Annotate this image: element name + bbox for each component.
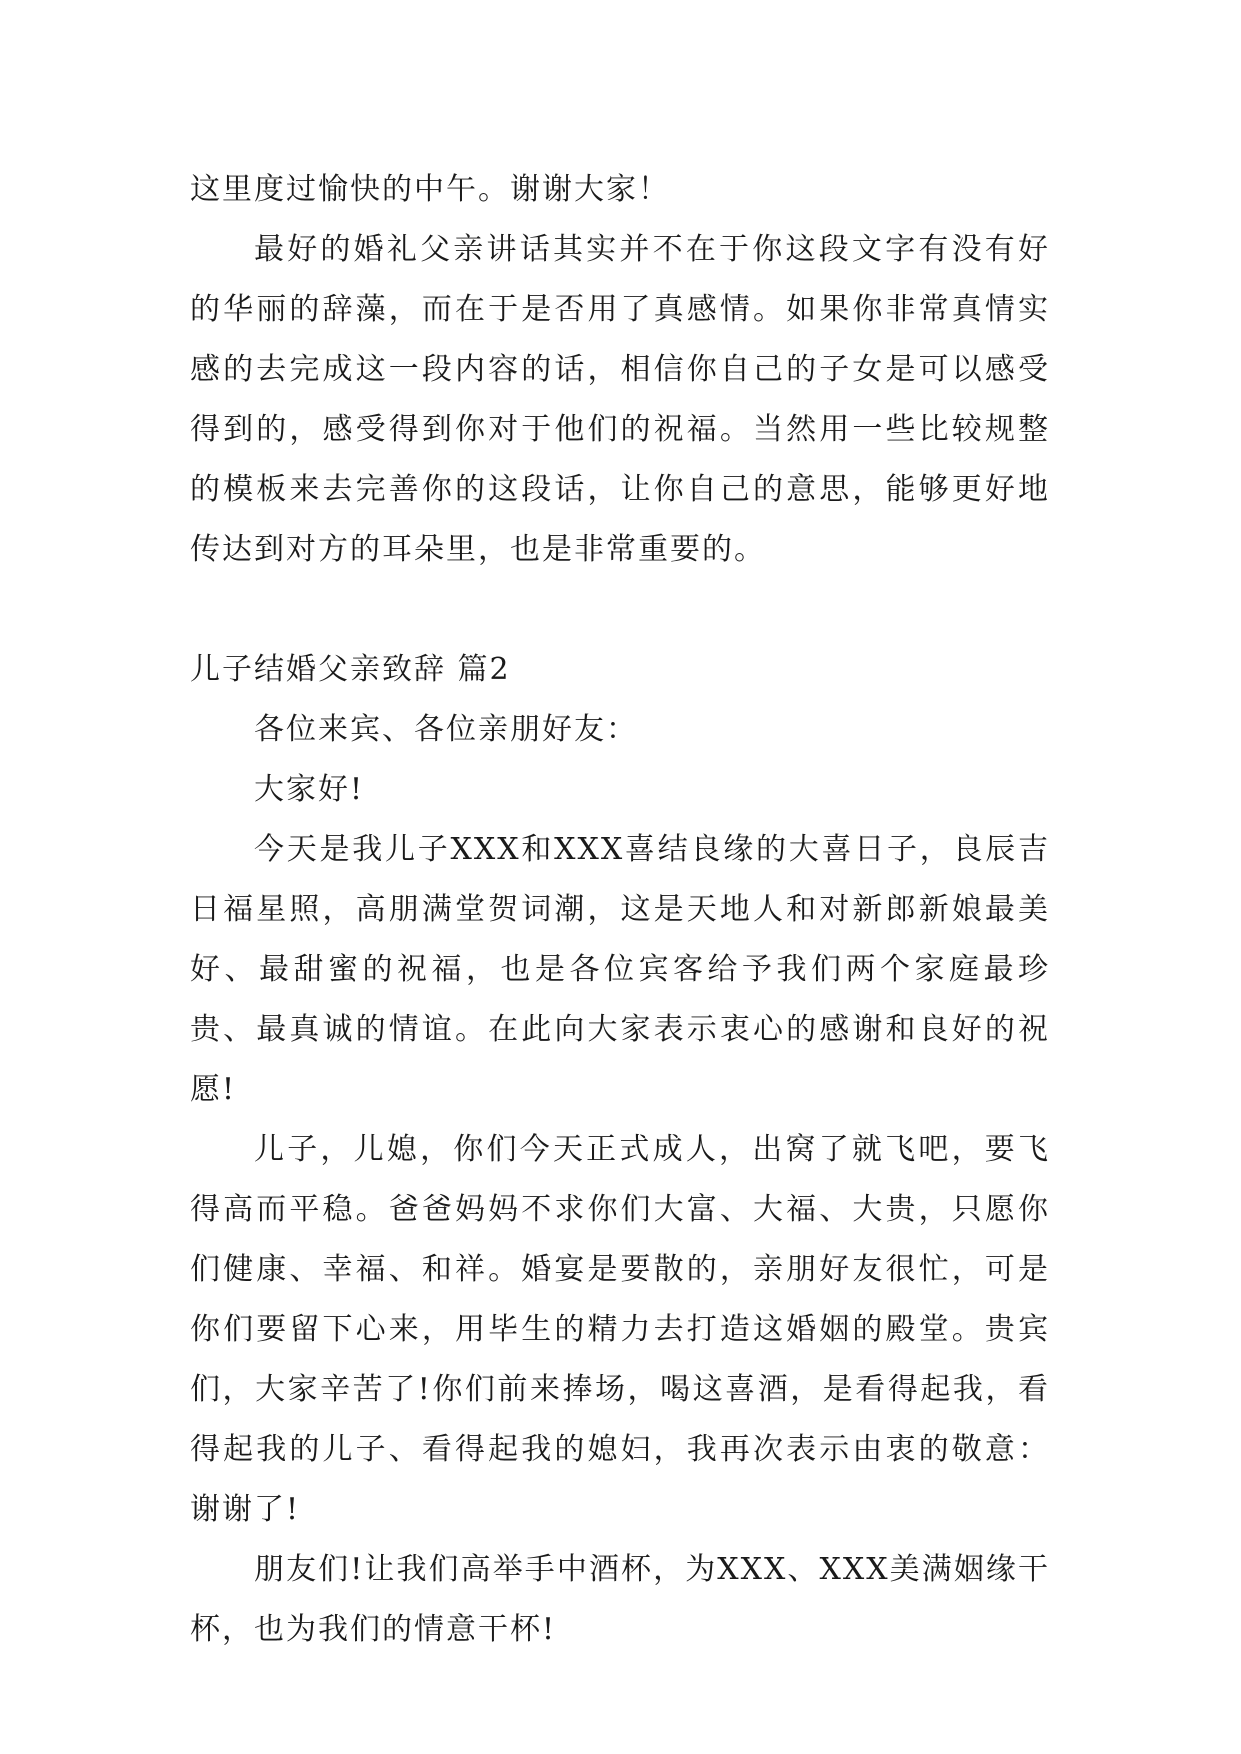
speech-paragraph-2: 儿子，儿媳，你们今天正式成人，出窝了就飞吧，要飞得高而平稳。爸爸妈妈不求你们大富、大福、大贵，只愿你们健康、幸福、和祥。婚宴是要散的，亲朋好友很忙，可是你们要留下心来，用毕生的精力去打造这婚姻的殿堂。贵宾们，大家辛苦了!你们前来捧场，喝这喜酒，是看得起我，看得起我的儿子、看得起我的媳妇，我再次表示由衷的敬意：谢谢了! — [190, 1132, 1050, 1527]
speech-paragraph-3: 朋友们!让我们高举手中酒杯，为XXX、XXX美满姻缘干杯，也为我们的情意干杯! — [190, 1552, 1050, 1647]
salutation: 各位来宾、各位亲朋好友： — [254, 712, 638, 747]
section-title: 儿子结婚父亲致辞 篇2 — [190, 652, 511, 687]
speech-paragraph-1: 今天是我儿子XXX和XXX喜结良缘的大喜日子，良辰吉日福星照，高朋满堂贺词潮，这是天地人和对新郎新娘最美好、最甜蜜的祝福，也是各位宾客给予我们两个家庭最珍贵、最真诚的情谊。在此向大家表示衷心的感谢和良好的祝愿! — [190, 832, 1050, 1107]
commentary-paragraph: 最好的婚礼父亲讲话其实并不在于你这段文字有没有好的华丽的辞藻，而在于是否用了真感情。如果你非常真情实感的去完成这一段内容的话，相信你自己的子女是可以感受得到的，感受得到你对于他们的祝福。当然用一些比较规整的模板来去完善你的这段话，让你自己的意思，能够更好地传达到对方的耳朵里，也是非常重要的。 — [190, 232, 1050, 567]
document-body — [190, 160, 1050, 1660]
continuation-text: 这里度过愉快的中午。谢谢大家！ — [190, 172, 670, 207]
greeting: 大家好! — [254, 772, 365, 807]
